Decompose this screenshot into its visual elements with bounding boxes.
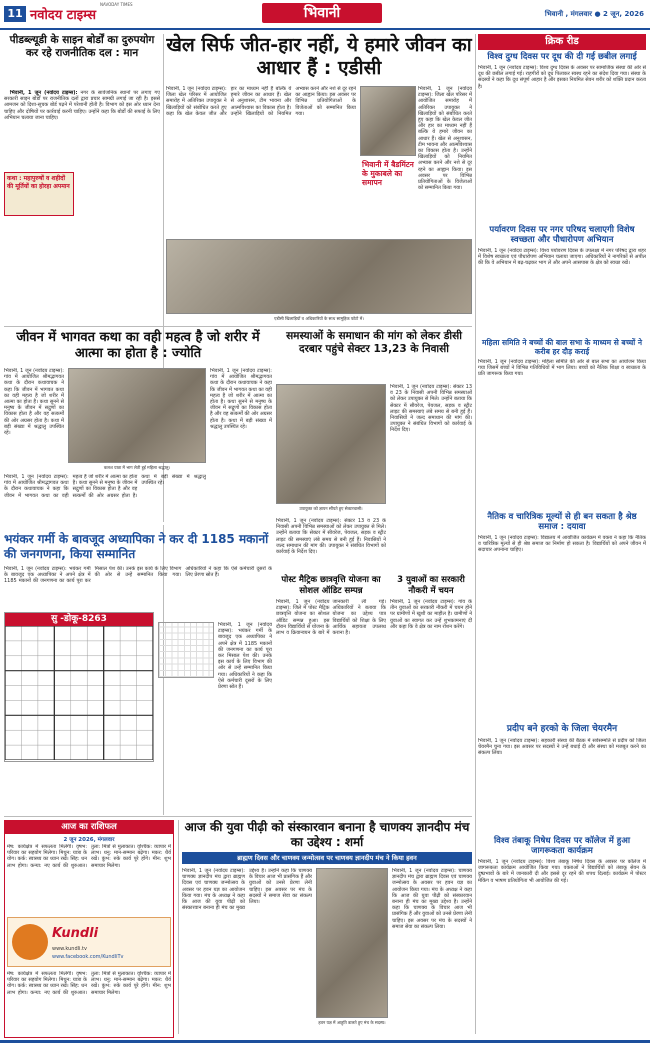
- bhagwat-photo: [68, 368, 206, 463]
- milk-headline: विश्व दुग्ध दिवस पर दूध की दी गई छबील लगाई: [487, 52, 637, 62]
- heat-headline: भयंकर गर्मी के बावजूद अध्यापिका ने कर दी 1185 मकानों की जनगणना, किया सम्मानित: [4, 532, 269, 561]
- tobacco-body: भिवानी, 1 जून (नवोदय टाइम्स): विश्व तंबाकू निषेध दिवस के अवसर पर कॉलेज में जागरूकता कार्यक्रम आयोजित किया गया। वक्ताओं ने विद्यार्थियों को तंबाकू सेवन के दुष्प्रभावों के बारे में जानकारी दी और इससे दूर रहने की शपथ दिलाई। कार्यक्रम में पोस्टर मेकिंग व भाषण प्रतियोगिता भी आयोजित की गई।: [478, 859, 646, 884]
- article-lead: [166, 34, 472, 324]
- sudoku-solution-grid: [158, 622, 214, 678]
- youth-body: भिवानी, 1 जून (नवोदय टाइम्स): चाणक्य ज्ञानदीप मंच द्वारा ब्राह्मण दिवस एवं चाणक्य जन्मोत्सव के अवसर पर हवन यज्ञ का आयोजन किया गया। मंच के अध्यक्ष ने कहा कि आज की युवा पीढ़ी को संस्कारवान बनाना ही मंच का मुख्य उद्देश्य है। उन्होंने कहा कि चाणक्य के विचार आज भी प्रासंगिक हैं और युवाओं को उनसे प्रेरणा लेनी चाहिए। इस अवसर पर मंच के सदस्यों ने समाज सेवा का संकल्प लिया।: [182, 868, 312, 912]
- lead-headline: खेल सिर्फ जीत-हार नहीं, ये हमारे जीवन का आधार हैं : एडीसी: [166, 34, 472, 79]
- side-headline: भिवानी में बैडमिंटन के मुकाबले का समापन: [362, 160, 414, 187]
- article-ethics: [478, 512, 646, 722]
- quote-box: [4, 172, 74, 216]
- article-headline: पीडब्ल्यूडी के साइन बोर्डों का दुरुपयोग कर रहे राजनीतिक दल : मान: [9, 34, 155, 59]
- sudoku-grid: [5, 626, 153, 760]
- kundli-logo-icon: [12, 924, 48, 960]
- quote-text: कथा : महापुरुषों व शहीदों की मूर्तियों का होरहा अपमान: [7, 175, 70, 190]
- article-dateline: भिवानी, 1 जून (नवोदय टाइम्स):: [10, 90, 78, 96]
- youth-subtitle-bar: [182, 852, 472, 864]
- side-photo: [360, 86, 416, 156]
- kundli-ad: [7, 917, 171, 967]
- women-headline: महिला समिति ने बच्चों की बाल सभा के माध्यम से बच्चों ने करीब हर दौड़ कराई: [481, 338, 643, 356]
- article-environment: [478, 225, 646, 335]
- article-bhagwat: [4, 330, 272, 530]
- lead-photo: [166, 239, 472, 314]
- bhagwat-body-3: भिवानी, 1 जून (नवोदय टाइम्स): गांव में आयोजित श्रीमद्भागवत कथा के दौरान कथावाचक ने कहा कि जीवन में भागवत कथा का वही महत्व है जो शरीर में आत्मा का होता है। कथा सुनने से मनुष्य के जीवन में सद्गुणों का विकास होता है और वह सत्कर्मों की ओर अग्रसर होता है। कथा में बड़ी संख्या में श्रद्धालु उपस्थित रहे।: [4, 474, 206, 499]
- dateline-city: भिवानी: [544, 10, 564, 18]
- sector-body-2: भिवानी, 1 जून (नवोदय टाइम्स): सेक्टर 13 व 23 के निवासी अपनी विभिन्न समस्याओं को लेकर उपायुक्त से मिले। उन्होंने बताया कि सेक्टर में सीवरेज, पेयजल, सड़क व स्ट्रीट लाइट की समस्याएं लंबे समय से बनी हुई हैं। निवासियों ने जल्द समाधान की मांग की। उपायुक्त ने संबंधित विभागों को कार्रवाई के निर्देश दिए।: [276, 518, 386, 556]
- horoscope-box: [4, 820, 174, 1038]
- jobs-body: भिवानी, 1 जून (नवोदय टाइम्स): गांव के तीन युवाओं का सरकारी नौकरी में चयन होने पर ग्रामीणों में खुशी का माहौल है। ग्रामीणों ने युवाओं का स्वागत कर उन्हें शुभकामनाएं दीं और कहा कि वे क्षेत्र का नाम रोशन करेंगे।: [390, 599, 472, 630]
- article-sector: [276, 330, 472, 570]
- youth-body-2: भिवानी, 1 जून (नवोदय टाइम्स): चाणक्य ज्ञानदीप मंच द्वारा ब्राह्मण दिवस एवं चाणक्य जन्मोत्सव के अवसर पर हवन यज्ञ का आयोजन किया गया। मंच के अध्यक्ष ने कहा कि आज की युवा पीढ़ी को संस्कारवान बनाना ही मंच का मुख्य उद्देश्य है। उन्होंने कहा कि चाणक्य के विचार आज भी प्रासंगिक हैं और युवाओं को उनसे प्रेरणा लेनी चाहिए। इस अवसर पर मंच के सदस्यों ने समाज सेवा का संकल्प लिया।: [392, 868, 472, 930]
- lead-body: भिवानी, 1 जून (नवोदय टाइम्स): जिला खेल परिसर में आयोजित समारोह में अतिरिक्त उपायुक्त ने खिलाड़ियों को संबोधित करते हुए कहा कि खेल केवल जीत और हार का माध्यम नहीं हैं बल्कि ये हमारे जीवन का आधार हैं। खेल से अनुशासन, टीम भावना और आत्मविश्वास का विकास होता है। उन्होंने खिलाड़ियों को नियमित अभ्यास करने और नशे से दूर रहने का आह्वान किया। इस अवसर पर विभिन्न प्रतियोगिताओं के विजेताओं को सम्मानित किया गया।: [166, 86, 356, 117]
- section-tag: क्रिक रीड: [478, 34, 646, 50]
- masthead: [0, 0, 650, 30]
- sudoku-side: [158, 612, 272, 762]
- article-youth: [182, 820, 472, 1038]
- section-rule: [4, 816, 472, 817]
- article-pradeep: [478, 724, 646, 834]
- article-text: नगर के सार्वजनिक स्थानों पर लगाए गए सरकारी साइन बोर्डों पर राजनीतिक दलों द्वारा प्रचार सामग्री लगाई जा रही है। इससे आमजन को दिशा-सूचक बोर्ड पढ़ने में परेशानी होती है। विभाग को इस ओर ध्यान देना चाहिए और दोषियों पर कार्रवाई करनी चाहिए। उन्होंने कहा कि बोर्डों की सफाई के लिए अभियान चलाया जाना चाहिए।: [4, 90, 160, 121]
- kundli-fb: www.facebook.com/KundliTv: [52, 954, 124, 960]
- horoscope-date: 2 जून 2026, मंगलवार: [63, 837, 115, 843]
- section-rule: [4, 326, 472, 327]
- dateline-separator: ,: [565, 10, 571, 18]
- sector-photo: [276, 384, 386, 504]
- post-matric-headline: पोस्ट मैट्रिक छात्रवृत्ति योजना का सोशल ऑडिट सम्पन्न: [281, 575, 381, 596]
- column-rule: [178, 820, 179, 1034]
- bhagwat-caption: कलश यात्रा में भाग लेती हुई महिला श्रद्धालु।: [103, 465, 171, 470]
- lead-photo-caption: एडीसी खिलाड़ियों व अधिकारियों के साथ सामूहिक फोटो में।: [274, 316, 364, 321]
- dateline-date: मंगलवार ● 2 जून, 2026: [570, 10, 644, 18]
- section-title: भिवानी: [262, 3, 382, 23]
- env-body: भिवानी, 1 जून (नवोदय टाइम्स): विश्व पर्यावरण दिवस के उपलक्ष्य में नगर परिषद द्वारा शहर में विशेष स्वच्छता एवं पौधारोपण अभियान चलाया जाएगा। अधिकारियों ने नागरिकों से अपील की कि वे अभियान में बढ़-चढ़कर भाग लें और अपने आसपास के क्षेत्र को स्वच्छ रखें।: [478, 248, 646, 267]
- sudoku-instructions: भिवानी, 1 जून (नवोदय टाइम्स): भयंकर गर्मी के बावजूद एक अध्यापिका ने अपने क्षेत्र में 1185 मकानों की जनगणना का कार्य पूरा कर मिसाल पेश की। उनके इस कार्य के लिए विभाग की ओर से उन्हें सम्मानित किया गया। अधिकारियों ने कहा कि ऐसे कर्मचारी दूसरों के लिए प्रेरणा स्रोत हैं।: [218, 622, 272, 691]
- pradeep-headline: प्रदीप बने हरको के जिला चेयरमैन: [506, 724, 618, 734]
- bhagwat-body-2: भिवानी, 1 जून (नवोदय टाइम्स): गांव में आयोजित श्रीमद्भागवत कथा के दौरान कथावाचक ने कहा कि जीवन में भागवत कथा का वही महत्व है जो शरीर में आत्मा का होता है। कथा सुनने से मनुष्य के जीवन में सद्गुणों का विकास होता है और वह सत्कर्मों की ओर अग्रसर होता है। कथा में बड़ी संख्या में श्रद्धालु उपस्थित रहे।: [210, 368, 272, 430]
- tobacco-headline: विश्व तंबाकू निषेध दिवस पर कॉलेज में हुआ जागरूकता कार्यक्रम: [493, 836, 631, 856]
- sudoku-box: [4, 612, 154, 762]
- horoscope-body: मेष: कार्यक्षेत्र में सफलता मिलेगी। वृषभ: परिवार का सहयोग मिलेगा। मिथुन: यात्रा के योग। कर्क: स्वास्थ्य का ध्यान रखें। सिंह: धन लाभ होगा। कन्या: नए कार्य की शुरुआत। तुला: मित्रों से मुलाकात। वृश्चिक: व्यापार में लाभ। धनु: मान-सम्मान बढ़ेगा। मकर: धैर्य रखें। कुंभ: रुके कार्य पूरे होंगे। मीन: शुभ समाचार मिलेगा।: [7, 844, 171, 869]
- horoscope-title: आज का राशिफल: [5, 821, 173, 834]
- article-heat: [4, 532, 272, 612]
- youth-headline: आज की युवा पीढ़ी को संस्कारवान बनाना है चाणक्य ज्ञानदीप मंच का उद्देश्य : शर्मा: [184, 820, 470, 849]
- kundli-site: www.kundli.tv: [52, 946, 87, 952]
- dateline: [545, 10, 644, 19]
- kundli-brand: Kundli: [52, 926, 99, 941]
- side-box: [360, 86, 472, 236]
- article-post-matric: [276, 575, 386, 815]
- article-women: [478, 338, 646, 510]
- bhagwat-body: भिवानी, 1 जून (नवोदय टाइम्स): गांव में आयोजित श्रीमद्भागवत कथा के दौरान कथावाचक ने कहा कि जीवन में भागवत कथा का वही महत्व है जो शरीर में आत्मा का होता है। कथा सुनने से मनुष्य के जीवन में सद्गुणों का विकास होता है और वह सत्कर्मों की ओर अग्रसर होता है। कथा में बड़ी संख्या में श्रद्धालु उपस्थित रहे।: [4, 368, 64, 437]
- side-body: भिवानी, 1 जून (नवोदय टाइम्स): जिला खेल परिसर में आयोजित समारोह में अतिरिक्त उपायुक्त ने खिलाड़ियों को संबोधित करते हुए कहा कि खेल केवल जीत और हार का माध्यम नहीं हैं बल्कि ये हमारे जीवन का आधार हैं। खेल से अनुशासन, टीम भावना और आत्मविश्वास का विकास होता है। उन्होंने खिलाड़ियों को नियमित अभ्यास करने और नशे से दूर रहने का आह्वान किया। इस अवसर पर विभिन्न प्रतियोगिताओं के विजेताओं को सम्मानित किया गया।: [418, 86, 472, 192]
- horoscope-body-2: मेष: कार्यक्षेत्र में सफलता मिलेगी। वृषभ: परिवार का सहयोग मिलेगा। मिथुन: यात्रा के योग। कर्क: स्वास्थ्य का ध्यान रखें। सिंह: धन लाभ होगा। कन्या: नए कार्य की शुरुआत। तुला: मित्रों से मुलाकात। वृश्चिक: व्यापार में लाभ। धनु: मान-सम्मान बढ़ेगा। मकर: धैर्य रखें। कुंभ: रुके कार्य पूरे होंगे। मीन: शुभ समाचार मिलेगा।: [7, 971, 171, 996]
- page-number: 11: [4, 6, 26, 22]
- milk-body: भिवानी, 1 जून (नवोदय टाइम्स): विश्व दुग्ध दिवस के अवसर पर सामाजिक संस्था की ओर से दूध की छबील लगाई गई। राहगीरों को दूध पिलाकर स्वस्थ रहने का संदेश दिया गया। संस्था के सदस्यों ने कहा कि दूध संपूर्ण आहार है और इसका नियमित सेवन शरीर को शक्ति प्रदान करता है।: [478, 65, 646, 90]
- post-matric-body: भिवानी, 1 जून (नवोदय टाइम्स): जिले में पोस्ट मैट्रिक छात्रवृत्ति योजना का सोशल ऑडिट सम्पन्न हुआ। इस दौरान विद्यार्थियों से योजना के लाभ व क्रियान्वयन के बारे में जानकारी ली गई। अधिकारियों ने बताया कि योजना का उद्देश्य पात्र विद्यार्थियों को शिक्षा के लिए आर्थिक सहायता उपलब्ध कराना है।: [276, 599, 386, 637]
- env-headline: पर्यावरण दिवस पर नगर परिषद चलाएगी विशेष स्वच्छता और पौधारोपण अभियान: [489, 225, 635, 245]
- pradeep-body: भिवानी, 1 जून (नवोदय टाइम्स): सहकारी संस्था की बैठक में सर्वसम्मति से प्रदीप को जिला चेयरमैन चुना गया। इस अवसर पर सदस्यों ने उन्हें बधाई दी और संस्था को मजबूत करने का संकल्प लिया।: [478, 738, 646, 757]
- article-milk: [478, 34, 646, 224]
- article-tobacco: [478, 836, 646, 1036]
- article-jobs: [390, 575, 472, 815]
- ethics-body: भिवानी, 1 जून (नवोदय टाइम्स): विद्यालय में आयोजित कार्यक्रम में वक्ता ने कहा कि नैतिक व चारित्रिक मूल्यों से ही श्रेष्ठ समाज का निर्माण हो सकता है। विद्यार्थियों को अपने जीवन में सदाचार अपनाना चाहिए।: [478, 535, 646, 554]
- sudoku-title: सु -डोकू-8263: [5, 613, 153, 626]
- sector-headline: समस्याओं के समाधान की मांग को लेकर डीसी दरबार पहुंचे सेक्टर 13,23 के निवासी: [286, 330, 462, 355]
- youth-photo: [316, 868, 388, 1018]
- heat-body: भिवानी, 1 जून (नवोदय टाइम्स): भयंकर गर्मी के बावजूद एक अध्यापिका ने अपने क्षेत्र में 1185 मकानों की जनगणना का कार्य पूरा कर मिसाल पेश की। उनके इस कार्य के लिए विभाग की ओर से उन्हें सम्मानित किया गया। अधिकारियों ने कहा कि ऐसे कर्मचारी दूसरों के लिए प्रेरणा स्रोत हैं।: [4, 566, 272, 585]
- jobs-headline: 3 युवाओं का सरकारी नौकरी में चयन: [397, 575, 465, 596]
- article-pwd: [4, 34, 160, 322]
- sector-caption: उपायुक्त को ज्ञापन सौंपते हुए सेक्टरवासी।: [299, 506, 363, 511]
- column-rule: [475, 34, 476, 1034]
- youth-caption: हवन यज्ञ में आहुति डालते हुए मंच के सदस्य।: [318, 1020, 386, 1025]
- women-body: भिवानी, 1 जून (नवोदय टाइम्स): महिला समिति की ओर से बाल सभा का आयोजन किया गया जिसमें बच्चों ने विभिन्न गतिविधियों में भाग लिया। बच्चों को नैतिक शिक्षा व स्वच्छता के प्रति जागरूक किया गया।: [478, 359, 646, 378]
- brand-name: नवोदय टाइम्स: [30, 8, 97, 23]
- ethics-headline: नैतिक व चारित्रिक मूल्यों से ही बन सकता है श्रेष्ठ समाज : दयावा: [487, 512, 637, 532]
- brand-small: NAVODAY TIMES: [100, 2, 133, 7]
- youth-subtitle: ब्राह्मण दिवस और चाणक्य जन्मोत्सव पर चाणक्य ज्ञानदीप मंच ने किया हवन: [237, 854, 417, 862]
- sector-body: भिवानी, 1 जून (नवोदय टाइम्स): सेक्टर 13 व 23 के निवासी अपनी विभिन्न समस्याओं को लेकर उपायुक्त से मिले। उन्होंने बताया कि सेक्टर में सीवरेज, पेयजल, सड़क व स्ट्रीट लाइट की समस्याएं लंबे समय से बनी हुई हैं। निवासियों ने जल्द समाधान की मांग की। उपायुक्त ने संबंधित विभागों को कार्रवाई के निर्देश दिए।: [390, 384, 472, 434]
- bhagwat-headline: जीवन में भागवत कथा का वही महत्व है जो शरीर में आत्मा का होता है : ज्योति: [16, 330, 260, 361]
